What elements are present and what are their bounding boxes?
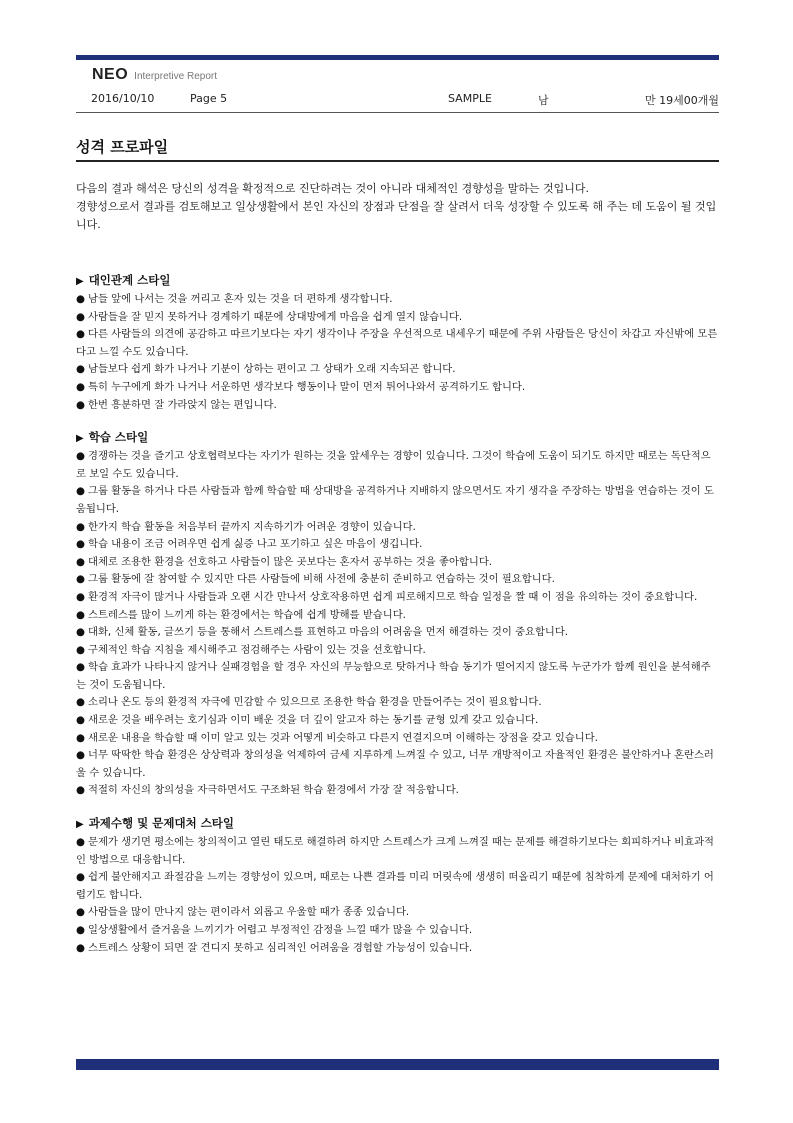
bullet-icon: ●: [76, 871, 85, 884]
bullet-icon: ●: [76, 749, 85, 762]
bullet-icon: ●: [76, 380, 85, 393]
list-item: ● 다른 사람들의 의견에 공감하고 따르기보다는 자기 생각이나 주장을 우선적으로 내세우기 때문에 주위 사람들은 당신이 차갑고 자신밖에 모른다고 느낄 수도 있습니다.: [76, 328, 718, 358]
triangle-icon: ▶: [76, 819, 84, 831]
section-task-coping: [76, 814, 719, 957]
bullet-icon: ●: [76, 520, 85, 533]
list-item: ● 사람들을 많이 만나지 않는 편이라서 외롭고 우울할 때가 종종 있습니다.: [76, 906, 410, 919]
bullet-icon: ●: [76, 538, 85, 551]
subject-gender: 남: [538, 94, 549, 107]
list-item: ● 그룹 활동을 하거나 다른 사람들과 함께 학습할 때 상대방을 공격하거나 지배하지 않으면서도 자기 생각을 주장하는 방법을 연습하는 것이 도움됩니다.: [76, 485, 714, 515]
bullet-icon: ●: [76, 328, 85, 341]
section-title: ▶ 과제수행 및 문제대처 스타일: [76, 816, 235, 831]
list-item: ● 스트레스를 많이 느끼게 하는 환경에서는 학습에 쉽게 방해를 받습니다.: [76, 608, 406, 621]
list-item: ● 대체로 조용한 환경을 선호하고 사람들이 많은 곳보다는 혼자서 공부하는 것을 좋아합니다.: [76, 555, 493, 568]
page-title: [76, 136, 719, 162]
section-list: [76, 448, 719, 800]
bullet-icon: ●: [76, 293, 85, 305]
section-interpersonal: [76, 271, 719, 414]
report-date: 2016/10/10: [91, 92, 155, 105]
section-title: ▶ 학습 스타일: [76, 430, 149, 445]
bullet-icon: ●: [76, 941, 85, 954]
bullet-icon: ●: [76, 363, 85, 376]
bullet-icon: ●: [76, 590, 85, 603]
brand-logo: [92, 66, 217, 84]
bullet-icon: ●: [76, 924, 85, 936]
bullet-icon: ●: [76, 714, 85, 727]
brand-subtitle: Interpretive Report: [134, 71, 217, 82]
intro-paragraph: [76, 180, 719, 234]
subject-age: 만 19세00개월: [645, 94, 719, 107]
list-item: ● 너무 딱딱한 학습 환경은 상상력과 창의성을 억제하여 금세 지루하게 느껴질 수 있고, 너무 개방적이고 자율적인 환경은 불안하거나 혼란스러울 수 있습니다.: [76, 749, 714, 779]
footer-rule: [76, 1059, 719, 1070]
bullet-icon: ●: [76, 555, 85, 568]
brand-name: NEO: [92, 66, 129, 83]
list-item: ● 쉽게 불안해지고 좌절감을 느끼는 경향성이 있으며, 때로는 나쁜 결과를 미리 머릿속에 생생히 떠올리기 때문에 침착하게 문제에 대처하기 어렵기도 합니다.: [76, 871, 714, 901]
intro-line: 다음의 결과 해석은 당신의 성격을 확정적으로 진단하려는 것이 아니라 대체적인 경향성을 말하는 것입니다.: [76, 182, 589, 195]
list-item: ● 한번 흥분하면 잘 가라앉지 않는 편입니다.: [76, 398, 277, 411]
list-item: ● 학습 내용이 조금 어려우면 쉽게 싫증 나고 포기하고 싶은 마음이 생깁니다.: [76, 538, 423, 551]
list-item: ● 남들 앞에 나서는 것을 꺼리고 혼자 있는 것을 더 편하게 생각합니다.: [76, 293, 393, 305]
triangle-icon: ▶: [76, 276, 84, 287]
list-item: ● 새로운 내용을 학습할 때 이미 알고 있는 것과 어떻게 비슷하고 다른지 연결지으며 이해하는 장점을 갖고 있습니다.: [76, 731, 598, 744]
subject-name: SAMPLE: [448, 92, 492, 105]
list-item: ● 한가지 학습 활동을 처음부터 끝까지 지속하기가 어려운 경향이 있습니다.: [76, 520, 416, 533]
section-learning: [76, 428, 719, 800]
page-number: Page 5: [190, 92, 228, 105]
bullet-icon: ●: [76, 643, 85, 656]
intro-line: 경향성으로서 결과를 검토해보고 일상생활에서 본인 자신의 장점과 단점을 잘 살려서 더욱 성장할 수 있도록 해 주는 데 도움이 될 것입니다.: [76, 200, 717, 231]
bullet-icon: ●: [76, 836, 85, 849]
list-item: ● 문제가 생기면 평소에는 창의적이고 열린 태도로 해결하려 하지만 스트레스가 크게 느껴질 때는 문제를 해결하기보다는 회피하거나 비효과적인 방법으로 대응합니다.: [76, 836, 715, 866]
bullet-icon: ●: [76, 626, 85, 639]
bullet-icon: ●: [76, 731, 85, 744]
list-item: ● 특히 누구에게 화가 나거나 서운하면 생각보다 행동이나 말이 먼저 튀어나와서 공격하기도 합니다.: [76, 380, 526, 393]
list-item: ● 환경적 자극이 많거나 사람들과 오랜 시간 만나서 상호작용하면 쉽게 피로해지므로 학습 일정을 짤 때 이 점을 유의하는 것이 중요합니다.: [76, 590, 698, 603]
report-info-line: [76, 90, 719, 113]
list-item: ● 적절히 자신의 창의성을 자극하면서도 구조화된 학습 환경에서 가장 잘 적응합니다.: [76, 784, 459, 797]
list-item: ● 그룹 활동에 잘 참여할 수 있지만 다른 사람들에 비해 사전에 충분히 준비하고 연습하는 것이 필요합니다.: [76, 573, 555, 586]
list-item: ● 남들보다 쉽게 화가 나거나 기분이 상하는 편이고 그 상태가 오래 지속되곤 합니다.: [76, 363, 456, 376]
bullet-icon: ●: [76, 906, 85, 919]
bullet-icon: ●: [76, 696, 85, 709]
list-item: ● 구체적인 학습 지침을 제시해주고 점검해주는 사람이 있는 것을 선호합니다.: [76, 643, 426, 656]
bullet-icon: ●: [76, 398, 85, 411]
bullet-icon: ●: [76, 661, 85, 674]
list-item: ● 새로운 것을 배우려는 호기심과 이미 배운 것을 더 깊이 알고자 하는 동기를 균형 있게 갖고 있습니다.: [76, 714, 539, 727]
section-title: ▶ 대인관계 스타일: [76, 273, 171, 287]
list-item: ● 소리나 온도 등의 환경적 자극에 민감할 수 있으므로 조용한 학습 환경을 만들어주는 것이 필요합니다.: [76, 696, 542, 709]
page-title-text: 성격 프로파일: [76, 138, 169, 156]
bullet-icon: ●: [76, 784, 85, 797]
list-item: ● 일상생활에서 즐거움을 느끼기가 어렵고 부정적인 감정을 느낄 때가 많을 수 있습니다.: [76, 924, 473, 936]
list-item: ● 학습 효과가 나타나지 않거나 실패경험을 할 경우 자신의 무능함으로 탓하거나 학습 동기가 떨어지지 않도록 누군가가 함께 원인을 분석해주는 것이 도움됩니다.: [76, 661, 711, 691]
list-item: ● 대화, 신체 활동, 글쓰기 등을 통해서 스트레스를 표현하고 마음의 어려움을 먼저 해결하는 것이 중요합니다.: [76, 626, 569, 639]
bullet-icon: ●: [76, 450, 85, 463]
bullet-icon: ●: [76, 608, 85, 621]
profile-sections: [76, 271, 719, 971]
triangle-icon: ▶: [76, 433, 84, 445]
header-rule: [76, 55, 719, 60]
list-item: ● 사람들을 잘 믿지 못하거나 경계하기 때문에 상대방에게 마음을 쉽게 열지 않습니다.: [76, 310, 463, 323]
bullet-icon: ●: [76, 573, 85, 586]
section-list: [76, 834, 719, 957]
bullet-icon: ●: [76, 310, 85, 323]
section-list: [76, 291, 719, 414]
bullet-icon: ●: [76, 485, 85, 498]
list-item: ● 스트레스 상황이 되면 잘 견디지 못하고 심리적인 어려움을 경험할 가능성이 있습니다.: [76, 941, 473, 954]
list-item: ● 경쟁하는 것을 즐기고 상호협력보다는 자기가 원하는 것을 앞세우는 경향이 있습니다. 그것이 학습에 도움이 되기도 하지만 때로는 독단적으로 보일 수도 있습니다.: [76, 450, 711, 480]
